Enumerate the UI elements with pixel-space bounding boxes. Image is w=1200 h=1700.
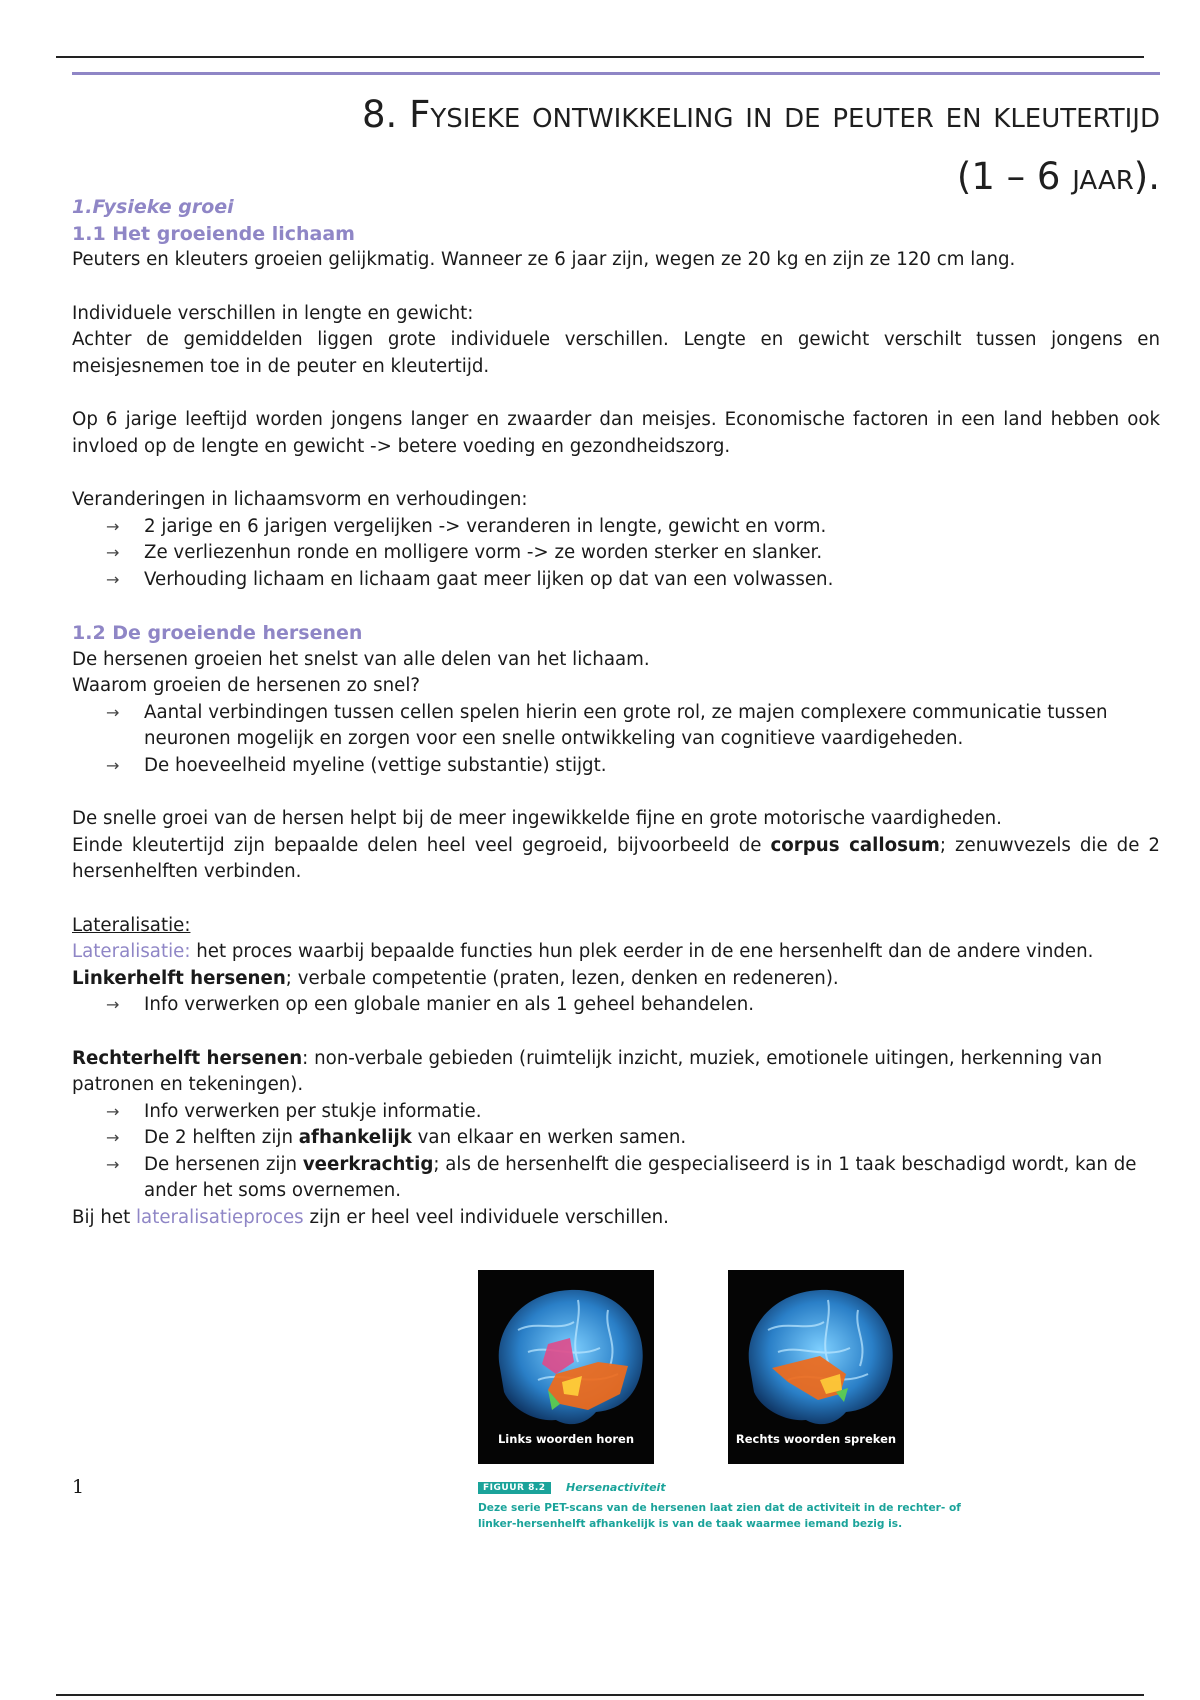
- paragraph-motor: De snelle groei van de hersen helpt bij de meer ingewikkelde fijne en grote motorische vaardigheden.: [72, 808, 1002, 829]
- paragraph-heading-changes: Veranderingen in lichaamsvorm en verhoudingen:: [72, 489, 528, 510]
- arrow-right-icon: →: [106, 1154, 120, 1174]
- list-item: → De hersenen zijn veerkrachtig; als de hersenhelft die gespecialiseerd is in 1 taak beschadigd wordt, kan de ander het soms overnemen.: [106, 1153, 1137, 1201]
- accent-rule: [72, 72, 1160, 75]
- arrow-right-icon: →: [106, 1101, 120, 1121]
- term-corpus-callosum: corpus callosum: [770, 834, 940, 856]
- paragraph-lateralisation-definition: Lateralisatie: het proces waarbij bepaalde functies hun plek eerder in de ene hersenhelft dan de andere vinden.: [72, 941, 1094, 962]
- figure-caption: Deze serie PET-scans van de hersenen laat zien dat de activiteit in de rechter- of linker-hersenhelft afhankelijk is van de taak waarmee iemand bezig is.: [478, 1502, 961, 1530]
- list-item: → Verhouding lichaam en lichaam gaat meer lijken op dat van een volwassen.: [106, 567, 1160, 594]
- arrow-right-icon: →: [106, 516, 120, 536]
- list-item: → De hoeveelheid myeline (vettige substantie) stijgt.: [106, 753, 1160, 780]
- paragraph-heading-lateralisation: Lateralisatie:: [72, 914, 191, 936]
- chapter-number: 8.: [361, 93, 398, 136]
- term-lateralisation-process: lateralisatieproces: [136, 1206, 304, 1228]
- arrow-right-icon: →: [106, 1128, 120, 1147]
- list-item: → Info verwerken per stukje informatie.: [106, 1099, 1160, 1126]
- brain-figure: [470, 1270, 990, 1570]
- list-item: → Info verwerken op een globale manier en als 1 geheel behandelen.: [106, 992, 1160, 1019]
- scan-label-right: Rechts woorden spreken: [735, 1432, 897, 1446]
- chapter-age: (1 – 6 jaar).: [956, 155, 1160, 198]
- arrow-right-icon: →: [106, 543, 120, 562]
- left-hemisphere-list: [72, 992, 1160, 1019]
- list-item: → De 2 helften zijn afhankelijk van elkaar en werken samen.: [106, 1125, 1160, 1152]
- term-right-hemisphere: Rechterhelft hersenen: [72, 1047, 303, 1069]
- figure-tag: FIGUUR 8.2: [478, 1482, 551, 1494]
- paragraph-right-hemisphere: Rechterhelft hersenen: non-verbale gebieden (ruimtelijk inzicht, muziek, emotionele uitingen, herkenning van patronen en tekeningen).: [72, 1047, 1103, 1095]
- paragraph-brain-line1: De hersenen groeien het snelst van alle delen van het lichaam.: [72, 648, 650, 670]
- paragraph-left-hemisphere: Linkerhelft hersenen; verbale competentie (praten, lezen, denken en redeneren).: [72, 967, 839, 989]
- paragraph-growth-intro: Peuters en kleuters groeien gelijkmatig. Wanneer ze 6 jaar zijn, wegen ze 20 kg en zijn ze 120 cm lang.: [72, 249, 1016, 270]
- subsection-heading: 1.2 De groeiende hersenen: [72, 622, 363, 644]
- paragraph-closing: Bij het lateralisatieproces zijn er heel veel individuele verschillen.: [72, 1206, 669, 1228]
- section-heading: 1.Fysieke groei: [72, 196, 234, 218]
- arrow-right-icon: →: [106, 995, 120, 1014]
- paragraph-individual: Achter de gemiddelden liggen grote individuele verschillen. Lengte en gewicht verschilt tussen jongens en meisjesnemen toe in de peuter en kleutertijd.: [72, 329, 1160, 377]
- subsection-heading: 1.1 Het groeiende lichaam: [72, 222, 355, 245]
- paragraph-brain-line2: Waarom groeien de hersenen zo snel?: [72, 675, 421, 696]
- pet-scan-right: [728, 1270, 904, 1464]
- document-body: [72, 194, 1160, 1231]
- list-item: → 2 jarige en 6 jarigen vergelijken -> veranderen in lengte, gewicht en vorm.: [106, 514, 1160, 541]
- arrow-right-icon: →: [106, 702, 120, 722]
- term-veerkrachtig: veerkrachtig: [302, 1153, 434, 1175]
- term-left-hemisphere: Linkerhelft hersenen: [72, 967, 286, 989]
- bottom-rule: [56, 1694, 1144, 1696]
- paragraph-corpus-callosum: Einde kleutertijd zijn bepaalde delen heel veel gegroeid, bijvoorbeeld de corpus callosum; zenuwvezels die de 2 hersenhelften verbinden.: [72, 834, 1161, 882]
- arrow-right-icon: →: [106, 569, 120, 589]
- changes-list: [72, 514, 1160, 594]
- top-rule: [56, 56, 1144, 58]
- term-afhankelijk: afhankelijk: [298, 1127, 412, 1148]
- right-hemisphere-list: [72, 1099, 1160, 1205]
- pet-scan-left: [478, 1270, 654, 1464]
- arrow-right-icon: →: [106, 755, 120, 775]
- list-item: → Aantal verbindingen tussen cellen spelen hierin een grote rol, ze majen complexere communicatie tussen neuronen mogelijk en zorgen voor een snelle ontwikkeling van cognitieve vaardigeheden.: [106, 701, 1108, 749]
- figure-title: Hersenactiviteit: [566, 1481, 666, 1494]
- term-lateralisation: Lateralisatie:: [72, 941, 191, 962]
- chapter-title: [72, 84, 1160, 208]
- brain-list: [72, 700, 1160, 780]
- list-item: → Ze verliezenhun ronde en molligere vorm -> ze worden sterker en slanker.: [106, 540, 1160, 567]
- chapter-title-text: Fysieke ontwikkeling in de peuter en kleutertijd: [409, 93, 1160, 136]
- scan-label-left: Links woorden horen: [497, 1432, 635, 1446]
- paragraph-heading-individual: Individuele verschillen in lengte en gewicht:: [72, 302, 474, 324]
- page-number: 1: [72, 1476, 85, 1498]
- paragraph-six-year: Op 6 jarige leeftijd worden jongens langer en zwaarder dan meisjes. Economische factoren in een land hebben ook invloed op de lengte en gewicht -> betere voeding en gezondheidszorg.: [72, 409, 1160, 457]
